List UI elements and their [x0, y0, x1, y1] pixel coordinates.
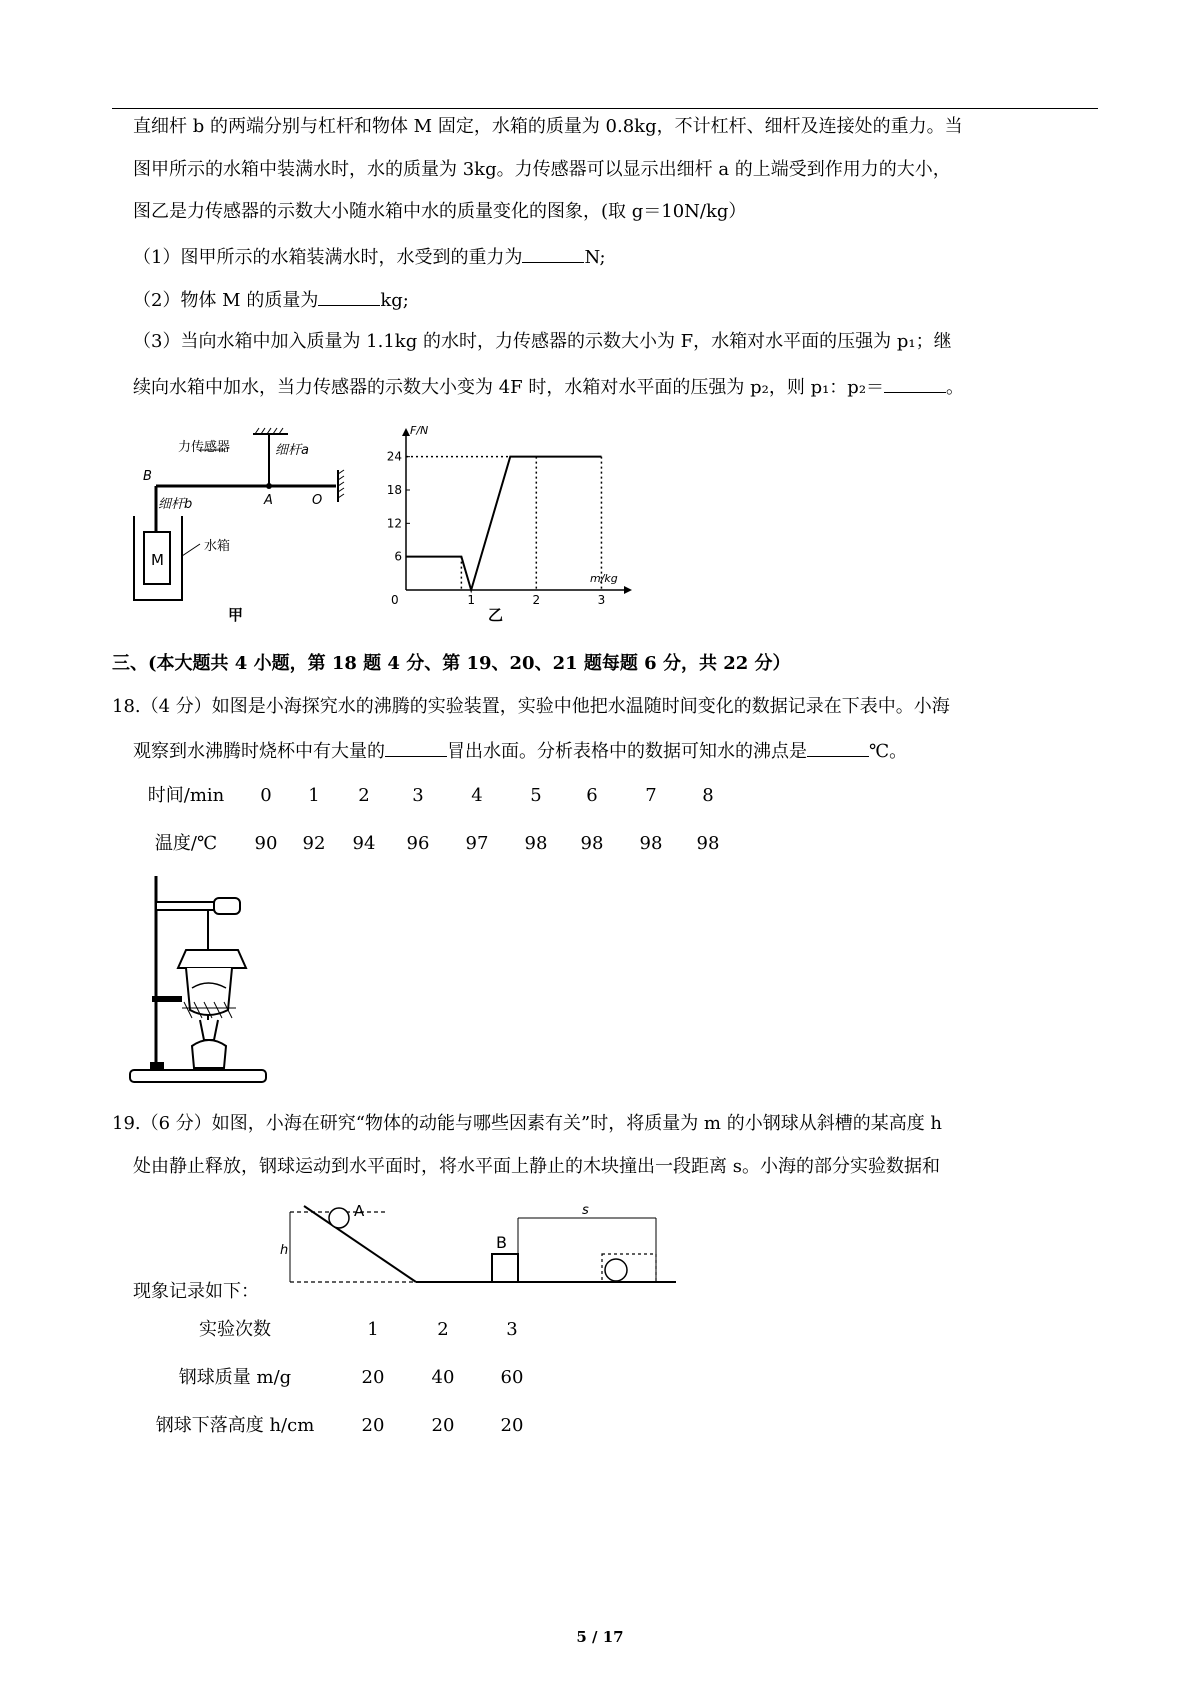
question-19-line-2: 处由静止释放，钢球运动到水平面时，将水平面上静止的木块撞出一段距离 s。小海的部分实验数据和 — [133, 1156, 940, 1177]
table-18-cell: 4 — [471, 785, 483, 806]
tank-pointer — [182, 544, 200, 556]
table-19-cell: 60 — [500, 1367, 524, 1388]
x-axis-label: m/kg — [590, 572, 618, 585]
label-ball-a: A — [354, 1202, 365, 1220]
label-s: s — [582, 1203, 589, 1218]
table-18-cell: 0 — [260, 785, 272, 806]
wood-block-b — [492, 1254, 518, 1282]
x-tick-label: 2 — [532, 593, 541, 607]
table-18-cell: 1 — [308, 785, 320, 806]
y-tick-label: 12 — [386, 516, 402, 531]
question-2-unit: kg; — [380, 290, 409, 311]
question-2-text: （2）物体 M 的质量为 — [133, 290, 319, 311]
beaker-lid — [178, 950, 246, 968]
origin-label: 0 — [391, 593, 399, 607]
table-19-cell: 20 — [500, 1415, 524, 1436]
question-1 — [133, 244, 606, 270]
table-19-cell: 钢球质量 m/g — [178, 1367, 292, 1388]
label-block-b: B — [496, 1233, 507, 1252]
answer-blank-3[interactable] — [884, 374, 946, 393]
table-18-cell: 98 — [696, 833, 720, 854]
table-19-cell: 40 — [431, 1367, 455, 1388]
table-18-cell: 时间/min — [147, 785, 225, 806]
ring-clamp — [152, 996, 182, 1002]
y-tick-label: 6 — [394, 549, 402, 564]
figure-ramp — [266, 1196, 686, 1286]
alcohol-lamp — [192, 1040, 226, 1068]
question-3-line-2 — [133, 374, 964, 400]
x-axis-arrow — [624, 586, 632, 594]
table-18-cell: 98 — [639, 833, 663, 854]
table-19-cell: 2 — [437, 1319, 449, 1340]
table-18-cell: 2 — [358, 785, 370, 806]
table-18-cell: 90 — [254, 833, 278, 854]
label-m: M — [151, 551, 164, 569]
steel-ball-final — [605, 1259, 627, 1281]
table-19-cell: 钢球下落高度 h/cm — [155, 1415, 315, 1436]
table-19-cell: 20 — [361, 1415, 385, 1436]
answer-blank-2[interactable] — [318, 287, 380, 306]
table-18-cell: 5 — [530, 785, 542, 806]
question-18-text-c: ℃。 — [869, 741, 908, 762]
label-h: h — [280, 1243, 289, 1258]
question-3-end: 。 — [946, 377, 965, 398]
label-o: O — [312, 493, 323, 508]
figure-jia-lever — [128, 420, 368, 630]
table-19-cell: 1 — [367, 1319, 379, 1340]
y-tick-label: 18 — [386, 483, 402, 497]
question-1-unit: N; — [584, 247, 606, 268]
flame — [200, 1020, 218, 1040]
table-18-cell: 97 — [465, 833, 489, 854]
x-tick-label: 1 — [467, 593, 475, 607]
pole-foot — [150, 1062, 164, 1070]
table-19-cell: 20 — [431, 1415, 455, 1436]
question-19-line-1: 19.（6 分）如图，小海在研究“物体的动能与哪些因素有关”时，将质量为 m 的小钢球从斜槽的某高度 h — [112, 1113, 943, 1134]
table-18-cell: 3 — [412, 785, 424, 806]
question-1-text: （1）图甲所示的水箱装满水时，水受到的重力为 — [133, 247, 523, 268]
series-line — [406, 457, 601, 590]
table-18-cell: 8 — [702, 785, 714, 806]
table-19-cell: 3 — [506, 1319, 518, 1340]
section-heading: 三、(本大题共 4 小题，第 18 题 4 分、第 19、20、21 题每题 6 分，共 22 分） — [112, 653, 791, 674]
y-axis-label: F/N — [410, 424, 429, 437]
figure-yi-chart — [386, 420, 646, 630]
page-number: 5 / 17 — [576, 1628, 624, 1646]
answer-blank-18b[interactable] — [807, 738, 869, 757]
problem-text-line-1: 直细杆 b 的两端分别与杠杆和物体 M 固定，水箱的质量为 0.8kg，不计杠杆、细杆及连接处的重力。当 — [133, 116, 963, 137]
table-18-cell: 92 — [302, 833, 326, 854]
label-rod-b: 细杆b — [158, 497, 193, 512]
x-tick-label: 3 — [597, 593, 606, 607]
problem-text-line-3: 图乙是力传感器的示数大小随水箱中水的质量变化的图象，(取 g＝10N/kg） — [133, 201, 747, 222]
steel-ball-a — [329, 1208, 349, 1228]
question-2 — [133, 287, 409, 313]
table-18-cell: 94 — [352, 833, 376, 854]
label-sensor: 力传感器 — [178, 440, 231, 455]
answer-blank-1[interactable] — [522, 244, 584, 263]
clamp-head — [214, 898, 240, 914]
question-18-line-2 — [133, 738, 907, 764]
table-19-cell: 20 — [361, 1367, 385, 1388]
question-18-text-b: 冒出水面。分析表格中的数据可知水的沸点是 — [447, 741, 807, 762]
table-18-cell: 7 — [645, 785, 657, 806]
caption-jia: 甲 — [228, 606, 244, 624]
table-18-cell: 98 — [524, 833, 548, 854]
answer-blank-18a[interactable] — [385, 738, 447, 757]
caption-yi: 乙 — [488, 606, 504, 624]
label-a: A — [264, 493, 273, 508]
question-3-line-1: （3）当向水箱中加入质量为 1.1kg 的水时，力传感器的示数大小为 F，水箱对水平面的压强为 p₁；继 — [133, 331, 952, 352]
question-18-line-1: 18.（4 分）如图是小海探究水的沸腾的实验装置，实验中他把水温随时间变化的数据记录在下表中。小海 — [112, 696, 950, 717]
label-rod-a: 细杆a — [275, 443, 309, 458]
header-rule — [112, 108, 1098, 109]
question-18-text-a: 观察到水沸腾时烧杯中有大量的 — [133, 741, 385, 762]
problem-text-line-2: 图甲所示的水箱中装满水时，水的质量为 3kg。力传感器可以显示出细杆 a 的上端受到作用力的大小， — [133, 159, 951, 180]
y-tick-label: 24 — [386, 449, 402, 464]
question-3-text: 续向水箱中加水，当力传感器的示数大小变为 4F 时，水箱对水平面的压强为 p₂，则 p₁：p₂＝ — [133, 377, 885, 398]
label-b: B — [143, 469, 152, 484]
table-18-cell: 96 — [406, 833, 430, 854]
table-18-cell: 98 — [580, 833, 604, 854]
question-19-line-3: 现象记录如下： — [133, 1281, 259, 1302]
table-18-cell: 6 — [586, 785, 598, 806]
figure-boiling-apparatus — [128, 870, 268, 1090]
label-tank: 水箱 — [204, 539, 231, 554]
table-19-cell: 实验次数 — [199, 1319, 271, 1340]
stand-base — [130, 1070, 266, 1082]
table-18-cell: 温度/℃ — [154, 833, 218, 854]
y-axis-arrow — [402, 428, 410, 436]
